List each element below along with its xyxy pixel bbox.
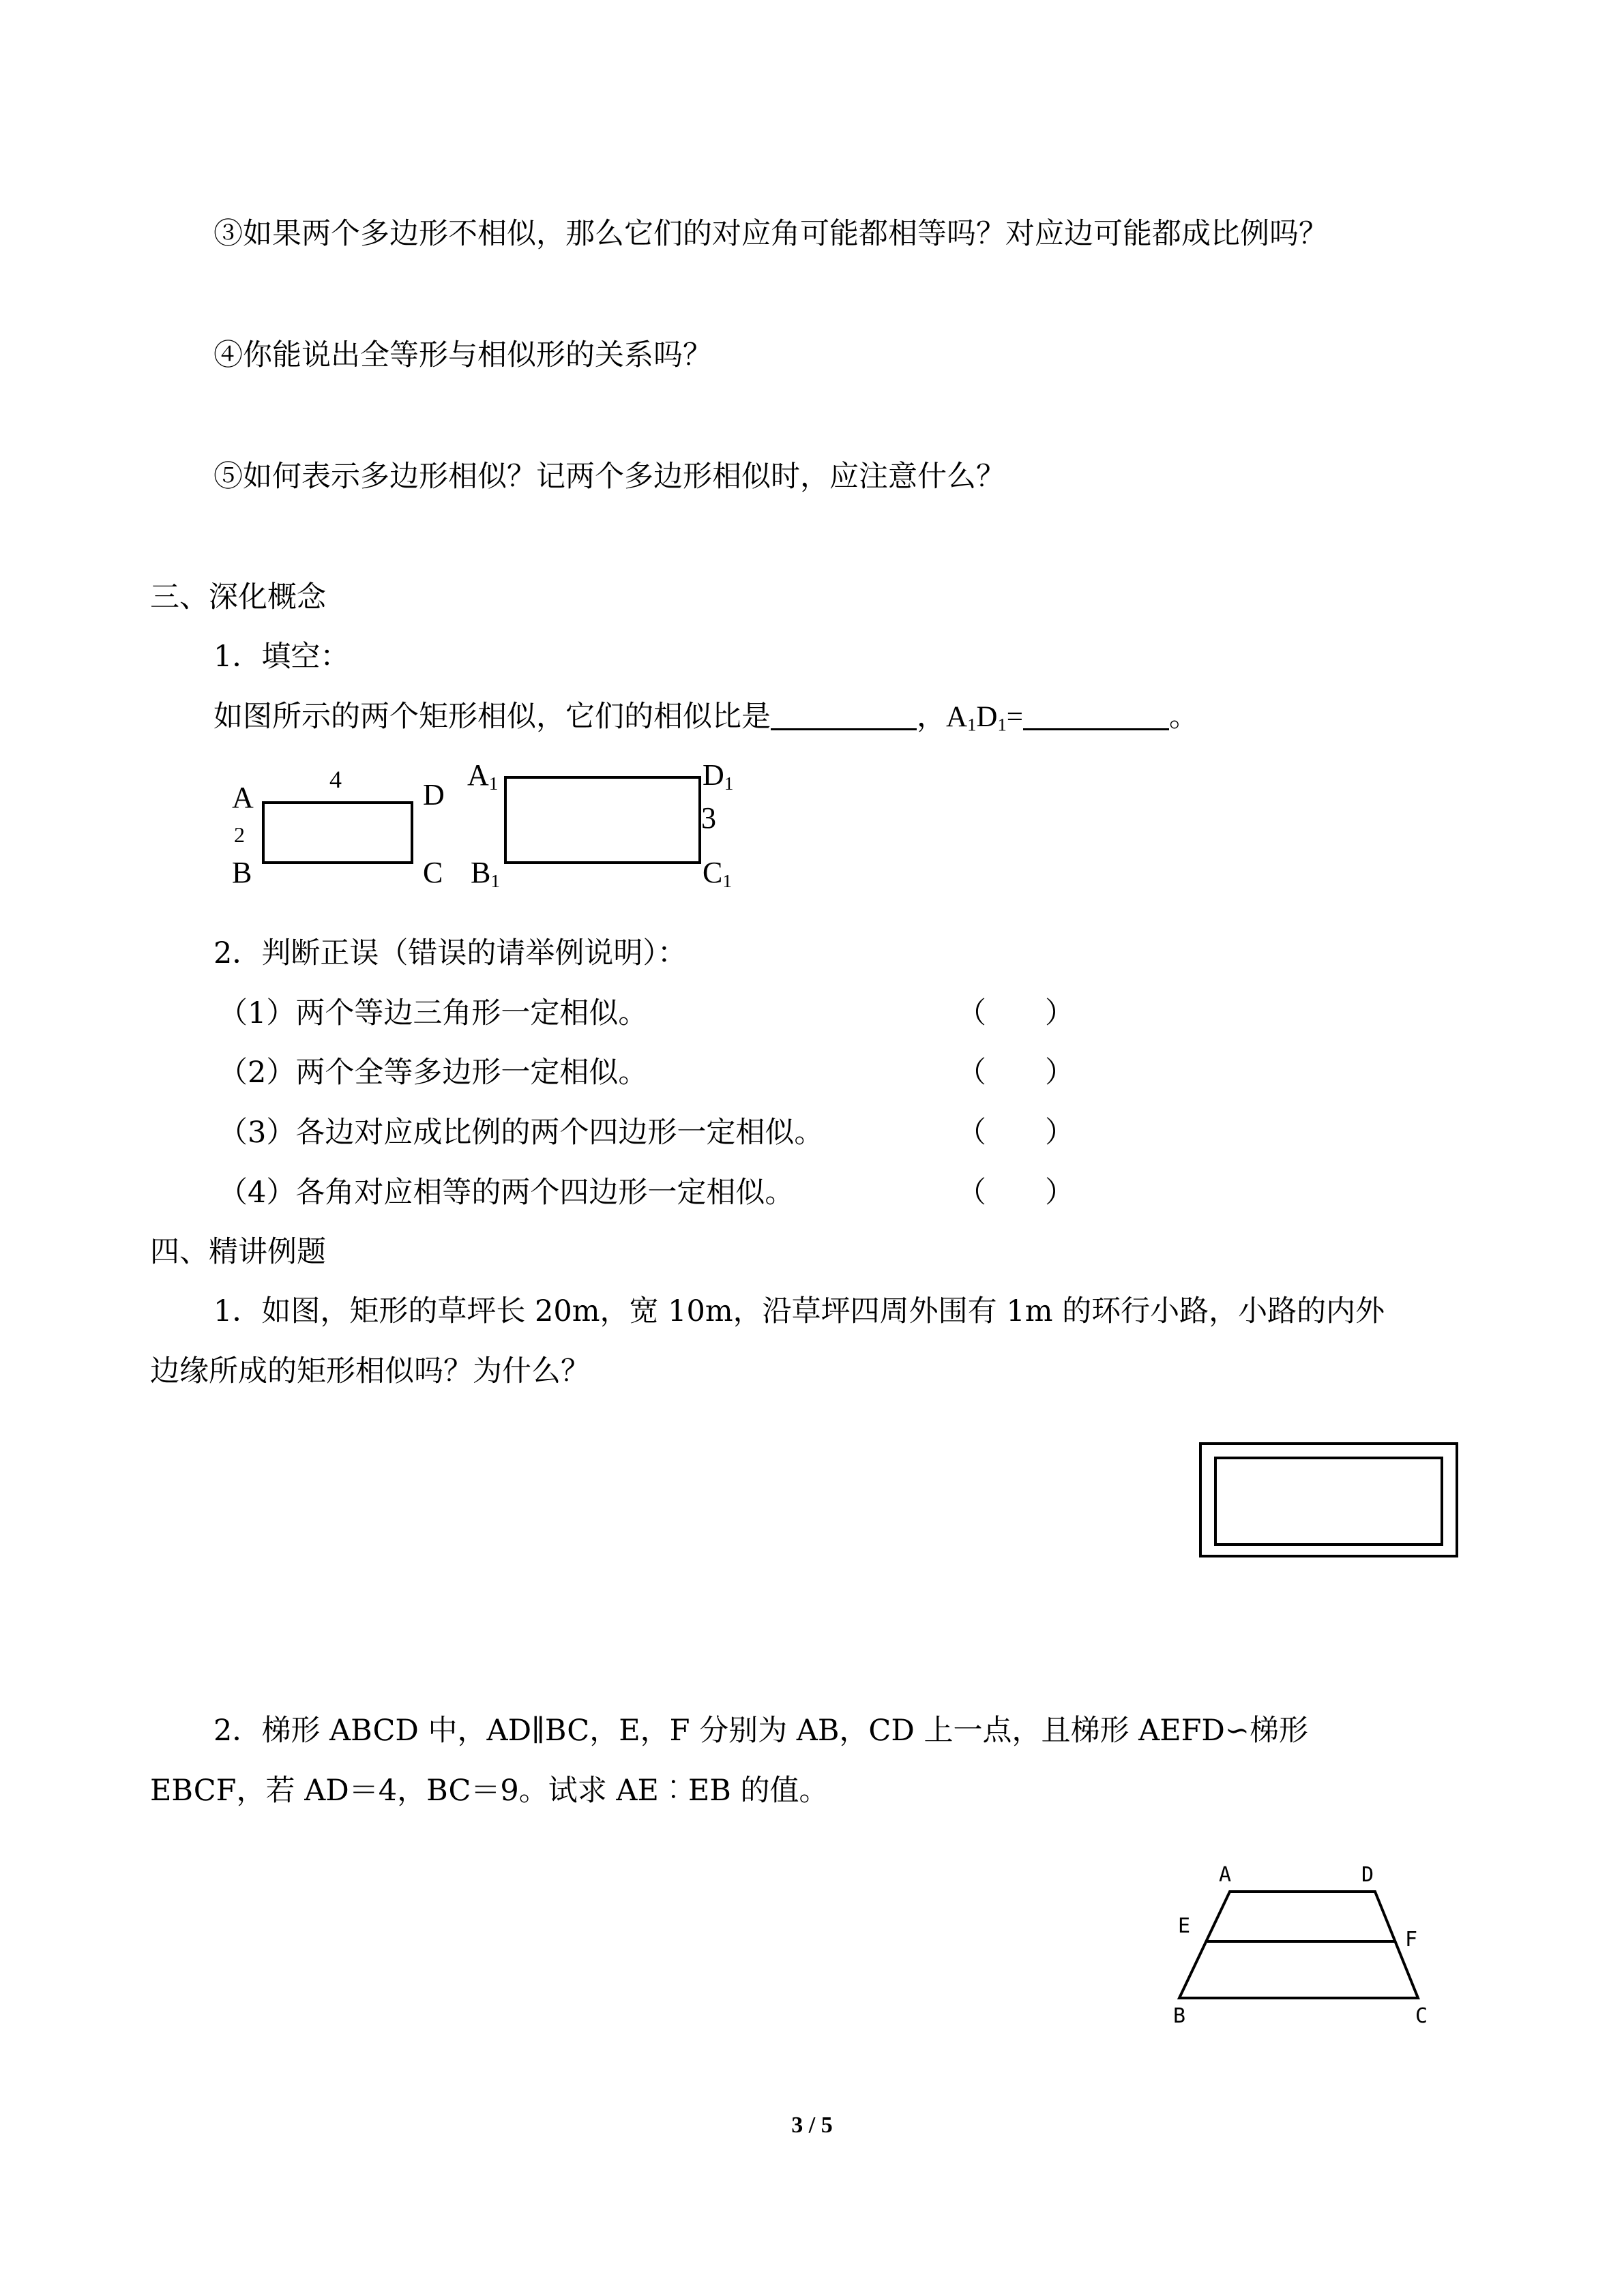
trapezoid-ABCD — [1179, 1892, 1418, 1998]
fill-text-d: = — [1006, 701, 1024, 733]
judge-paren-1[interactable]: （ ） — [957, 996, 1074, 1030]
judge-paren-3[interactable]: （ ） — [957, 1116, 1074, 1150]
label-large-C1: $C_1$ — [703, 856, 732, 891]
label-small-B: B — [232, 856, 252, 889]
label-large-B1: $B_1$ — [471, 856, 500, 891]
judge-paren-2[interactable]: （ ） — [957, 1056, 1074, 1090]
label-small-A: A — [232, 781, 254, 814]
label-small-C: C — [423, 856, 443, 889]
trapezoid-label-A: A — [1219, 1863, 1232, 1887]
example-1-line-2: 边缘所成的矩形相似吗？为什么？ — [150, 1354, 590, 1388]
trapezoid-label-E: E — [1178, 1914, 1191, 1938]
section-4-heading: 四、精讲例题 — [150, 1235, 326, 1269]
trapezoid-label-B: B — [1173, 2004, 1186, 2028]
label-small-top-length: 4 — [329, 766, 342, 793]
section-3-heading: 三、深化概念 — [150, 580, 326, 614]
question-4: ④你能说出全等形与相似形的关系吗？ — [213, 338, 712, 372]
trapezoid-label-F: F — [1405, 1928, 1418, 1952]
example-2-line-1: 2．梯形 ABCD 中，AD∥BC，E，F 分别为 AB，CD 上一点，且梯形 AEFD∽梯形 — [213, 1714, 1308, 1748]
question-5: ⑤如何表示多边形相似？记两个多边形相似时，应注意什么？ — [213, 460, 1005, 494]
example-1-line-1: 1．如图，矩形的草坪长 20m，宽 10m，沿草坪四周外围有 1m 的环行小路，小路的内外 — [213, 1294, 1385, 1328]
question-3: ③如果两个多边形不相似，那么它们的对应角可能都相等吗？对应边可能都成比例吗？ — [213, 217, 1328, 251]
judge-paren-4[interactable]: （ ） — [957, 1176, 1074, 1210]
trapezoid-label-C: C — [1415, 2004, 1428, 2028]
judge-item-3: （3）各边对应成比例的两个四边形一定相似。 — [218, 1116, 824, 1150]
fill-text-b: ，A — [917, 701, 968, 733]
judge-item-2: （2）两个全等多边形一定相似。 — [218, 1056, 648, 1090]
fill-text-a: 如图所示的两个矩形相似，它们的相似比是 — [213, 700, 771, 734]
judge-title: 2．判断正误（错误的请举例说明）： — [213, 936, 687, 970]
fill-title: 1．填空： — [213, 640, 350, 674]
label-small-side-length: 2 — [234, 822, 245, 847]
label-large-D1: $D_1$ — [703, 758, 734, 794]
fill-text-end: 。 — [1169, 700, 1199, 734]
label-large-A1: $A_1$ — [467, 758, 499, 794]
trapezoid-label-D: D — [1361, 1863, 1374, 1887]
fill-text-c-sub: 1 — [997, 714, 1007, 735]
judge-item-4: （4）各角对应相等的两个四边形一定相似。 — [218, 1176, 795, 1210]
label-large-side-length: 3 — [701, 801, 716, 835]
fill-text-c: D — [976, 701, 998, 733]
fill-text-b-sub: 1 — [967, 714, 977, 735]
page-number: 3 / 5 — [791, 2113, 833, 2138]
example-2-line-2: EBCF，若 AD＝4，BC＝9。试求 AE︰EB 的值。 — [150, 1774, 829, 1808]
judge-item-1: （1）两个等边三角形一定相似。 — [218, 996, 648, 1030]
label-small-D: D — [423, 778, 445, 811]
